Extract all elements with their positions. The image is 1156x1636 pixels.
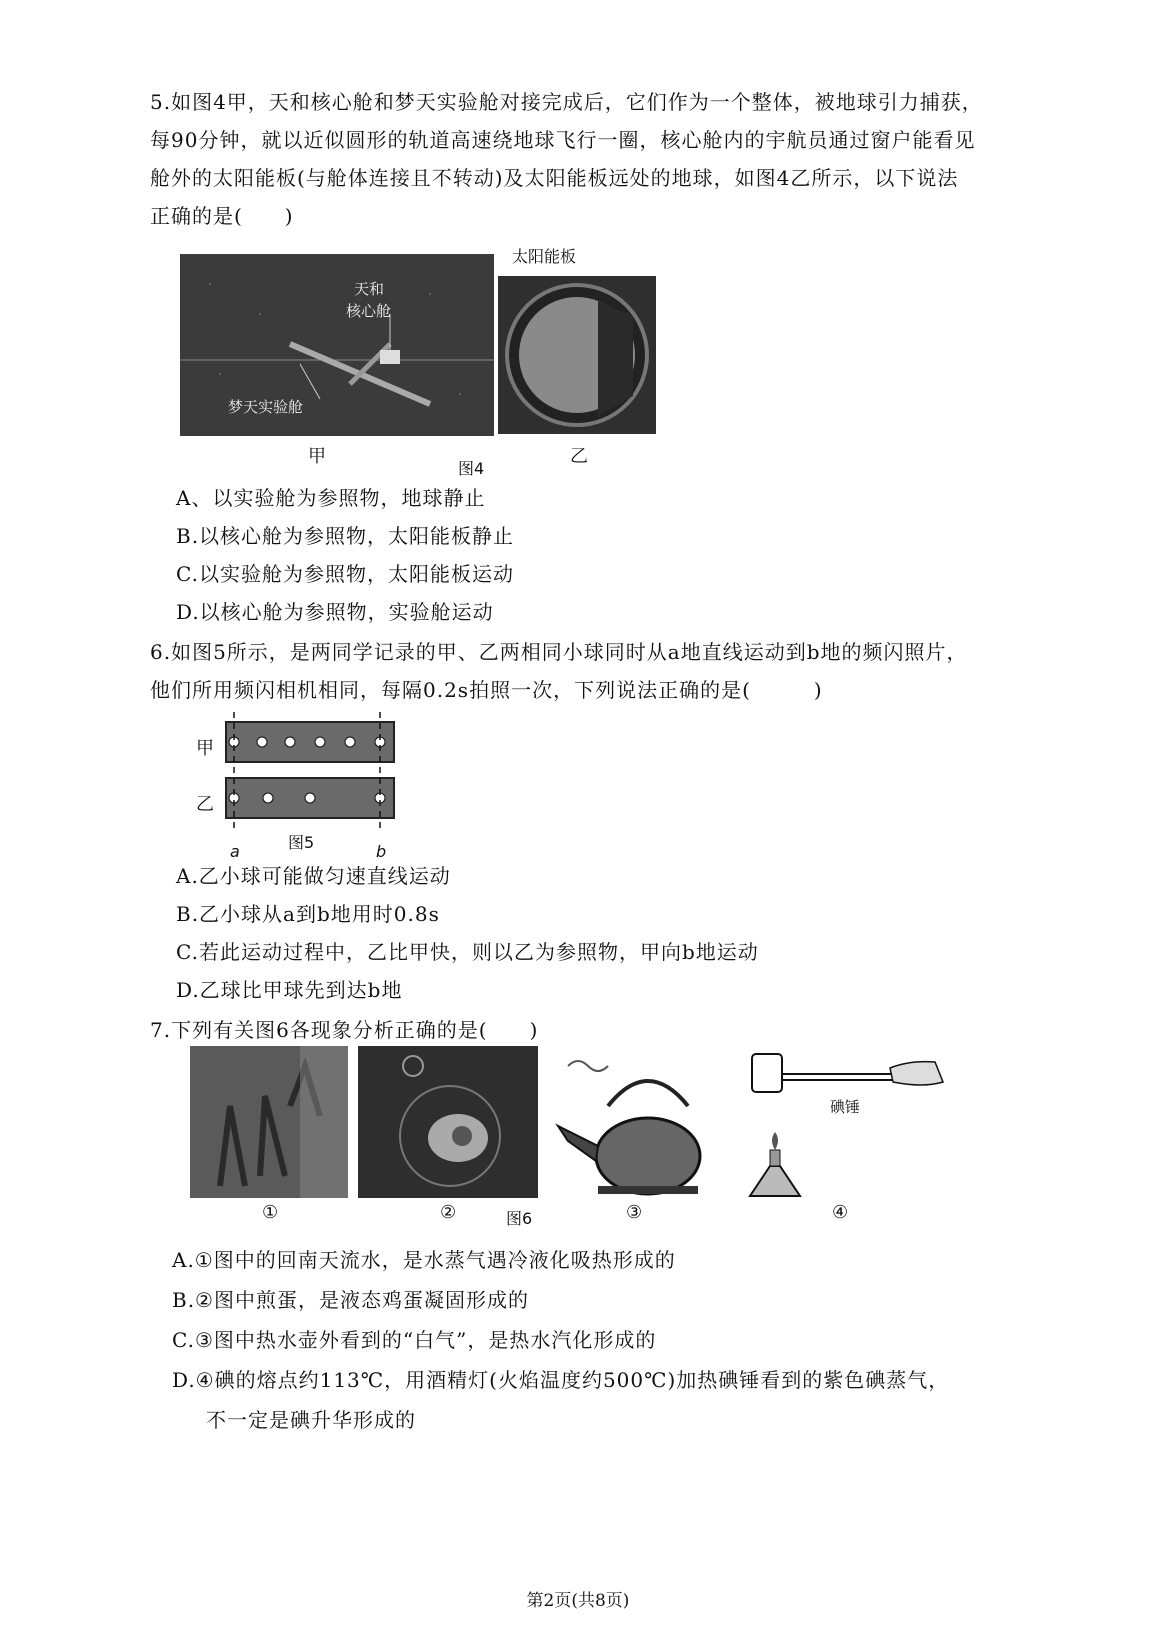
figure6-num-4: ④ <box>832 1202 849 1223</box>
figure4-label-lab: 梦天实验舱 <box>228 398 304 416</box>
q6-option-a: A.乙小球可能做匀速直线运动 <box>176 864 451 888</box>
q5-option-c: C.以实验舱为参照物，太阳能板运动 <box>176 562 514 586</box>
q5-line-3: 舱外的太阳能板(与舱体连接且不转动)及太阳能板远处的地球，如图4乙所示，以下说法 <box>150 166 959 190</box>
kettle-illustration <box>548 1046 718 1198</box>
q6-option-b: B.乙小球从a到b地用时0.8s <box>176 902 440 926</box>
wet-wall-illustration <box>190 1046 348 1198</box>
figure5-point-a: a <box>230 842 240 861</box>
figure5-row-yi: 乙 <box>196 794 214 815</box>
figure5-row-jia: 甲 <box>196 738 214 759</box>
figure6-photo-2 <box>358 1046 538 1198</box>
window-earth-illustration <box>498 276 656 434</box>
q7-option-a: A.①图中的回南天流水，是水蒸气遇冷液化吸热形成的 <box>172 1248 676 1272</box>
fried-egg-illustration <box>358 1046 538 1198</box>
figure6-num-1: ① <box>262 1202 279 1223</box>
q5-line-1: 5.如图4甲，天和核心舱和梦天实验舱对接完成后，它们作为一个整体，被地球引力捕获， <box>150 90 983 114</box>
figure6-photo-4 <box>730 1046 950 1206</box>
q7-option-c: C.③图中热水壶外看到的“白气”，是热水汽化形成的 <box>172 1328 657 1352</box>
q6-option-c: C.若此运动过程中，乙比甲快，则以乙为参照物，甲向b地运动 <box>176 940 759 964</box>
figure4-sub-jia: 甲 <box>308 446 326 467</box>
figure6-photo-1 <box>190 1046 348 1198</box>
q6-option-d: D.乙球比甲球先到达b地 <box>176 978 403 1002</box>
q5-line-2: 每90分钟，就以近似圆形的轨道高速绕地球飞行一圈，核心舱内的宇航员通过窗户能看见 <box>150 128 976 152</box>
figure6-caption: 图6 <box>506 1209 533 1228</box>
q7-line-1: 7.下列有关图6各现象分析正确的是( ) <box>150 1018 539 1042</box>
figure4-label-core-1: 天和 <box>354 280 385 298</box>
figure4-sub-yi: 乙 <box>570 446 588 467</box>
q5-option-a: A、以实验舱为参照物，地球静止 <box>176 486 486 510</box>
figure6-label-hammer: 碘锤 <box>830 1098 861 1116</box>
figure5-point-b: b <box>376 842 387 861</box>
q6-line-2: 他们所用频闪相机相同，每隔0.2s拍照一次，下列说法正确的是( ) <box>150 678 823 702</box>
figure4-caption: 图4 <box>458 459 485 478</box>
q5-option-d: D.以核心舱为参照物，实验舱运动 <box>176 600 494 624</box>
figure4-photo-yi <box>498 276 656 434</box>
strobe-photo-diagram <box>220 712 420 832</box>
iodine-hammer-illustration <box>730 1046 950 1206</box>
page-number: 第2页(共8页) <box>526 1591 630 1611</box>
q5-line-4: 正确的是( ) <box>150 204 294 228</box>
q7-option-d: D.④碘的熔点约113℃，用酒精灯(火焰温度约500℃)加热碘锤看到的紫色碘蒸气， <box>172 1368 950 1392</box>
figure5-caption: 图5 <box>288 833 315 852</box>
q6-line-1: 6.如图5所示，是两同学记录的甲、乙两相同小球同时从a地直线运动到b地的频闪照片， <box>150 640 968 664</box>
q5-option-b: B.以核心舱为参照物，太阳能板静止 <box>176 524 515 548</box>
figure6-num-3: ③ <box>626 1202 643 1223</box>
figure4-label-panel: 太阳能板 <box>512 247 577 266</box>
q7-option-b: B.②图中煎蛋，是液态鸡蛋凝固形成的 <box>172 1288 529 1312</box>
figure4-label-core-2: 核心舱 <box>346 302 392 320</box>
figure6-num-2: ② <box>440 1202 457 1223</box>
q7-option-d-cont: 不一定是碘升华形成的 <box>206 1408 416 1432</box>
figure6-photo-3 <box>548 1046 718 1198</box>
